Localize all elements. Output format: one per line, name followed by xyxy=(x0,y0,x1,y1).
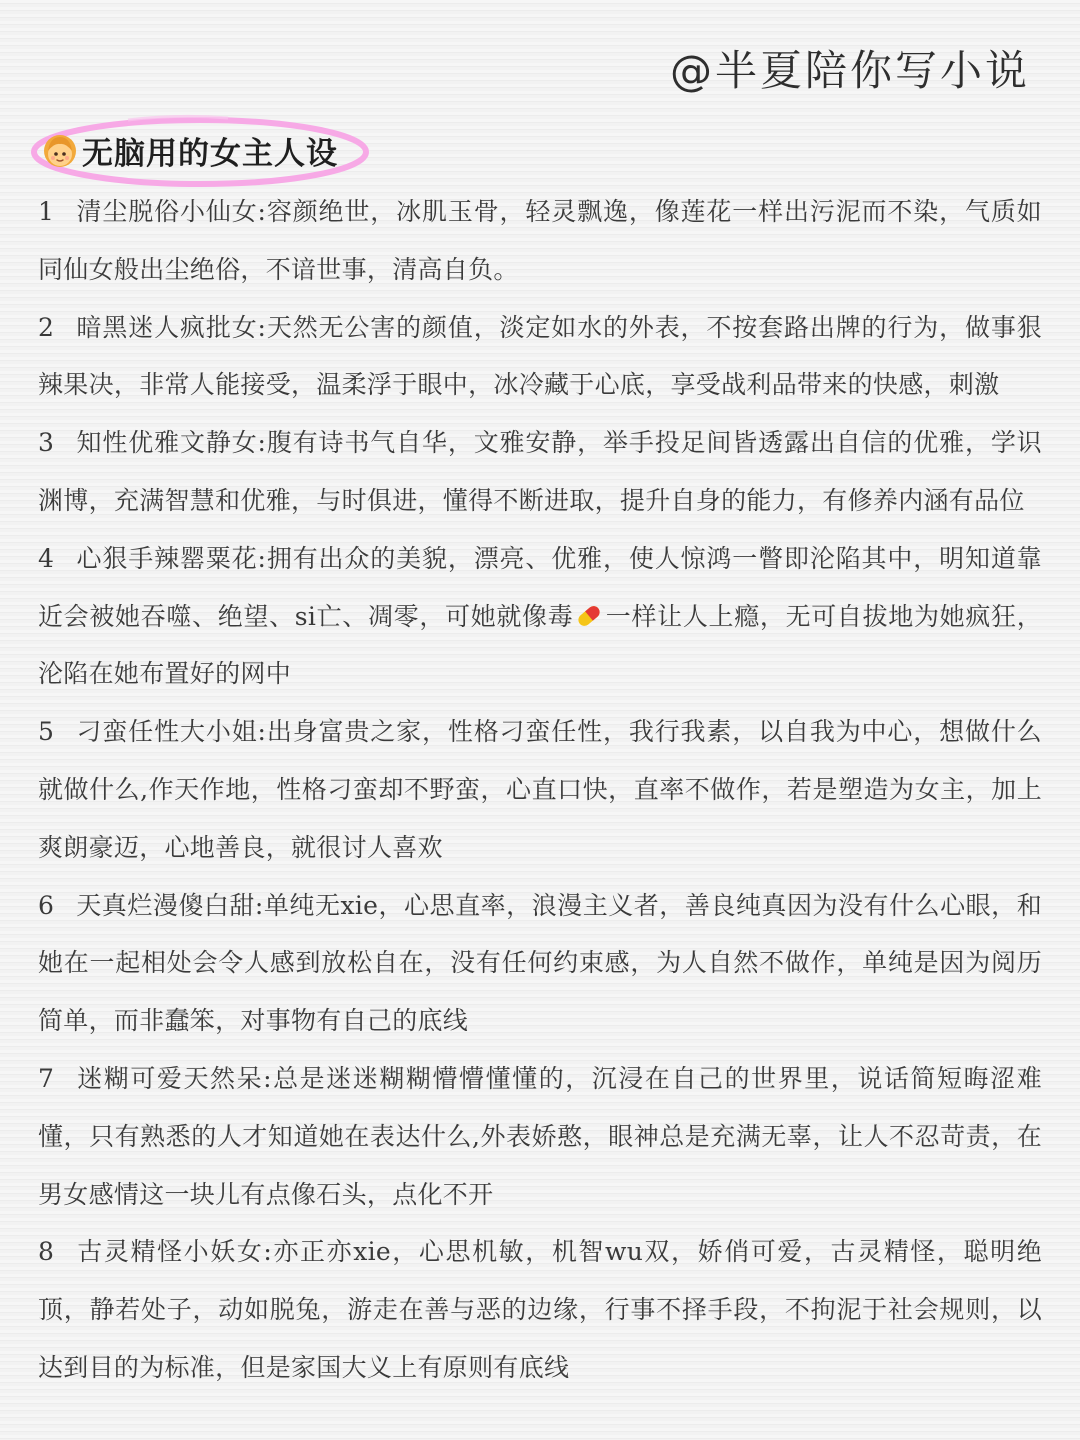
list-item xyxy=(38,183,1042,299)
item-name: 知性优雅文静女: xyxy=(76,428,267,458)
list-item xyxy=(38,1050,1042,1223)
item-name: 刁蛮任性大小姐: xyxy=(76,717,267,747)
item-description-part1: 拥有出众的美貌，漂亮、优雅，使人惊鸿一瞥即沦陷其中，明知道靠近会被她吞噬、绝望、si亡、凋零，可她就像毒 xyxy=(38,543,1042,631)
pill-icon xyxy=(574,602,604,630)
item-number: 8 xyxy=(38,1237,55,1267)
item-number: 2 xyxy=(38,312,55,342)
woman-emoji-icon xyxy=(42,131,78,171)
item-number: 7 xyxy=(38,1063,55,1093)
item-name: 天真烂漫傻白甜: xyxy=(76,890,264,920)
item-description: 总是迷迷糊糊懵懵懂懂的，沉浸在自己的世界里，说话简短晦涩难懂，只有熟悉的人才知道她在表达什么,外表娇憨，眼神总是充满无辜，让人不忍苛责，在男女感情这一块儿有点像石头，点化不开 xyxy=(38,1063,1042,1209)
list-item xyxy=(38,877,1042,1050)
item-number: 5 xyxy=(38,717,55,747)
item-number: 1 xyxy=(38,197,55,226)
item-description: 出身富贵之家，性格刁蛮任性，我行我素，以自我为中心，想做什么就做什么,作天作地，性格刁蛮却不野蛮，心直口快，直率不做作，若是塑造为女主，加上爽朗豪迈，心地善良，就很讨人喜欢 xyxy=(38,717,1042,862)
item-number: 6 xyxy=(38,890,55,920)
list-item xyxy=(38,414,1042,530)
item-name: 心狠手辣罂粟花: xyxy=(76,543,267,573)
item-description: 单纯无xie，心思直率，浪漫主义者，善良纯真因为没有什么心眼，和她在一起相处会令人感到放松自在，没有任何约束感，为人自然不做作，单纯是因为阅历简单，而非蠢笨，对事物有自己的底线 xyxy=(38,890,1042,1036)
item-name: 古灵精怪小妖女: xyxy=(76,1237,273,1267)
item-description: 容颜绝世，冰肌玉骨，轻灵飘逸，像莲花一样出污泥而不染，气质如同仙女般出尘绝俗，不谙世事，清高自负。 xyxy=(38,197,1042,284)
list-item xyxy=(38,703,1042,876)
character-list xyxy=(38,183,1042,1397)
item-name: 暗黑迷人疯批女: xyxy=(76,312,267,342)
section-title-badge xyxy=(28,112,374,188)
list-item xyxy=(38,1223,1042,1396)
item-description-part2: 一样让人上瘾，无可自拔地为她疯狂，沦陷在她布置好的网中 xyxy=(38,601,1042,689)
list-item xyxy=(38,530,1042,703)
item-name: 迷糊可爱天然呆: xyxy=(76,1063,272,1093)
item-description: 腹有诗书气自华，文雅安静，举手投足间皆透露出自信的优雅，学识渊博，充满智慧和优雅，与时俱进，懂得不断进取，提升自身的能力，有修养内涵有品位 xyxy=(38,428,1042,515)
item-number: 4 xyxy=(38,543,55,573)
item-description: 天然无公害的颜值，淡定如水的外表，不按套路出牌的行为，做事狠辣果决，非常人能接受，温柔浮于眼中，冰冷藏于心底，享受战利品带来的快感，刺激 xyxy=(38,312,1042,400)
author-handle: @半夏陪你写小说 xyxy=(669,46,1030,95)
item-description: 亦正亦xie，心思机敏，机智wu双，娇俏可爱，古灵精怪，聪明绝顶，静若处子，动如脱兔，游走在善与恶的边缘，行事不择手段，不拘泥于社会规则，以达到目的为标准，但是家国大义上有原则有底线 xyxy=(38,1237,1042,1382)
item-number: 3 xyxy=(38,428,55,458)
list-item xyxy=(38,299,1042,415)
section-title: 无脑用的女主人设 xyxy=(82,136,338,172)
item-name: 清尘脱俗小仙女: xyxy=(76,197,267,226)
